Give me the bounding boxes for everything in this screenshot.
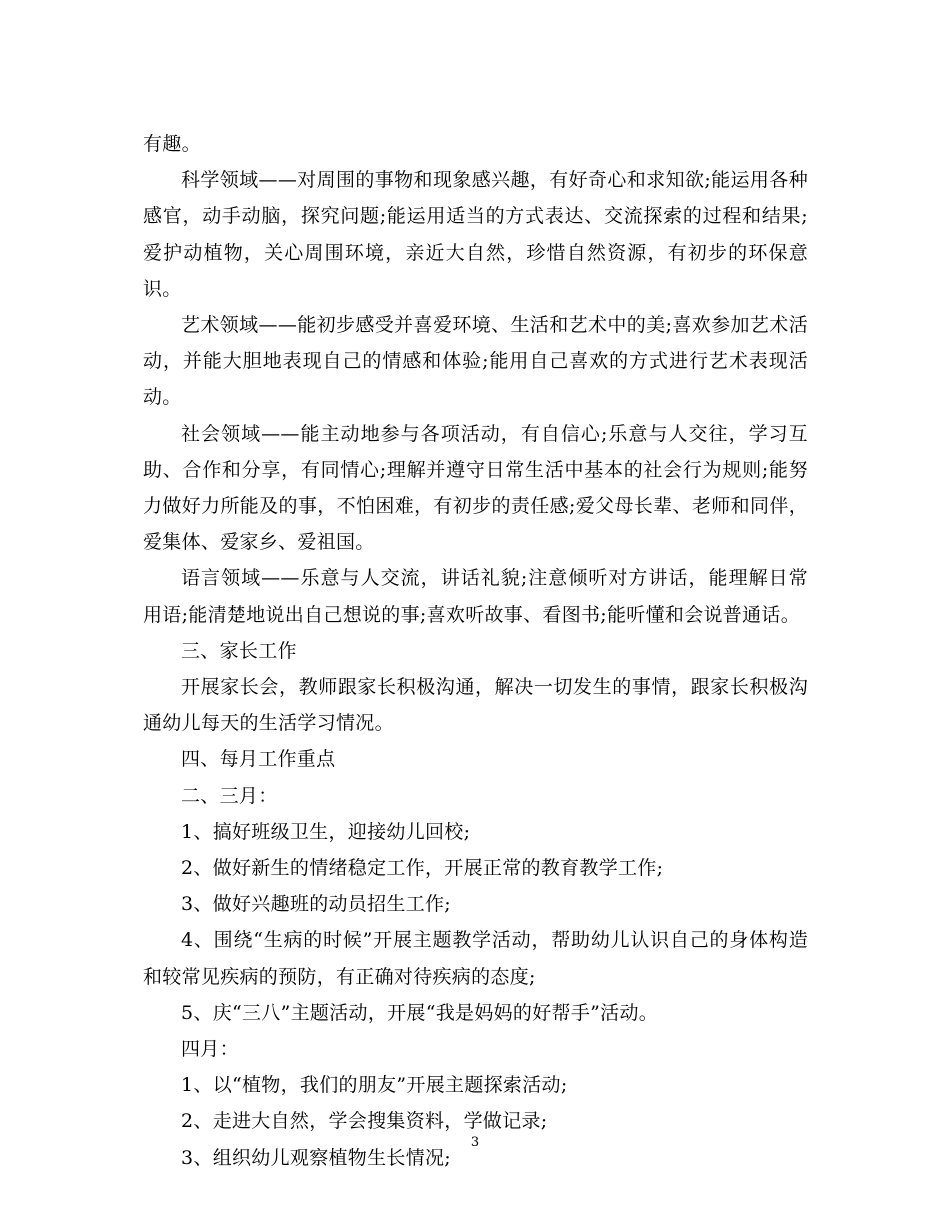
list-item: 1、搞好班级卫生，迎接幼儿回校; bbox=[181, 820, 471, 843]
list-item: 3、组织幼儿观察植物生长情况; bbox=[181, 1146, 451, 1169]
list-item: 2、走进大自然，学会搜集资料，学做记录; bbox=[181, 1110, 548, 1133]
list-item: 1、以“植物，我们的朋友”开展主题探索活动; bbox=[181, 1074, 568, 1097]
paragraph-science-domain: 科学领域——对周围的事物和现象感兴趣，有好奇心和求知欲;能运用各种感官，动手动脑，探究问题;能运用适当的方式表达、交流探索的过程和结果;爱护动植物，关心周围环境，亲近大自然，珍惜自然资源，有初步的环保意识。 bbox=[143, 169, 808, 300]
document-body bbox=[143, 126, 808, 1176]
section-heading-parent-work: 三、家长工作 bbox=[181, 639, 297, 662]
page-number: 3 bbox=[470, 1135, 480, 1150]
subheading-april: 四月： bbox=[181, 1038, 239, 1061]
list-item: 2、做好新生的情绪稳定工作，开展正常的教育教学工作; bbox=[181, 857, 664, 880]
list-item: 5、庆“三八”主题活动，开展“我是妈妈的好帮手”活动。 bbox=[181, 1001, 659, 1024]
paragraph-art-domain: 艺术领域——能初步感受并喜爱环境、生活和艺术中的美;喜欢参加艺术活动，并能大胆地表现自己的情感和体验;能用自己喜欢的方式进行艺术表现活动。 bbox=[143, 314, 808, 409]
paragraph-parent-work: 开展家长会，教师跟家长积极沟通，解决一切发生的事情，跟家长积极沟通幼儿每天的生活学习情况。 bbox=[143, 676, 808, 735]
section-heading-monthly-focus: 四、每月工作重点 bbox=[181, 748, 336, 771]
paragraph-language-domain: 语言领域——乐意与人交流，讲话礼貌;注意倾听对方讲话，能理解日常 用语;能清楚地说出自己想说的事;喜欢听故事、看图书;能听懂和会说普通话。 bbox=[143, 567, 808, 626]
subheading-feb-march: 二、三月： bbox=[181, 784, 278, 807]
paragraph-social-domain: 社会领域——能主动地参与各项活动，有自信心;乐意与人交往，学习互助、合作和分享，有同情心;理解并遵守日常生活中基本的社会行为规则;能努力做好力所能及的事，不怕困难，有初步的责任感;爱父母长辈、老师和同伴，爱集体、爱家乡、爱祖国。 bbox=[143, 422, 808, 554]
list-item: 3、做好兴趣班的动员招生工作; bbox=[181, 893, 451, 916]
paragraph-continuation: 有趣。 bbox=[143, 133, 201, 155]
list-item: 4、围绕“生病的时候”开展主题教学活动，帮助幼儿认识自己的身体构造和较常见疾病的预防，有正确对待疾病的态度; bbox=[143, 929, 808, 988]
